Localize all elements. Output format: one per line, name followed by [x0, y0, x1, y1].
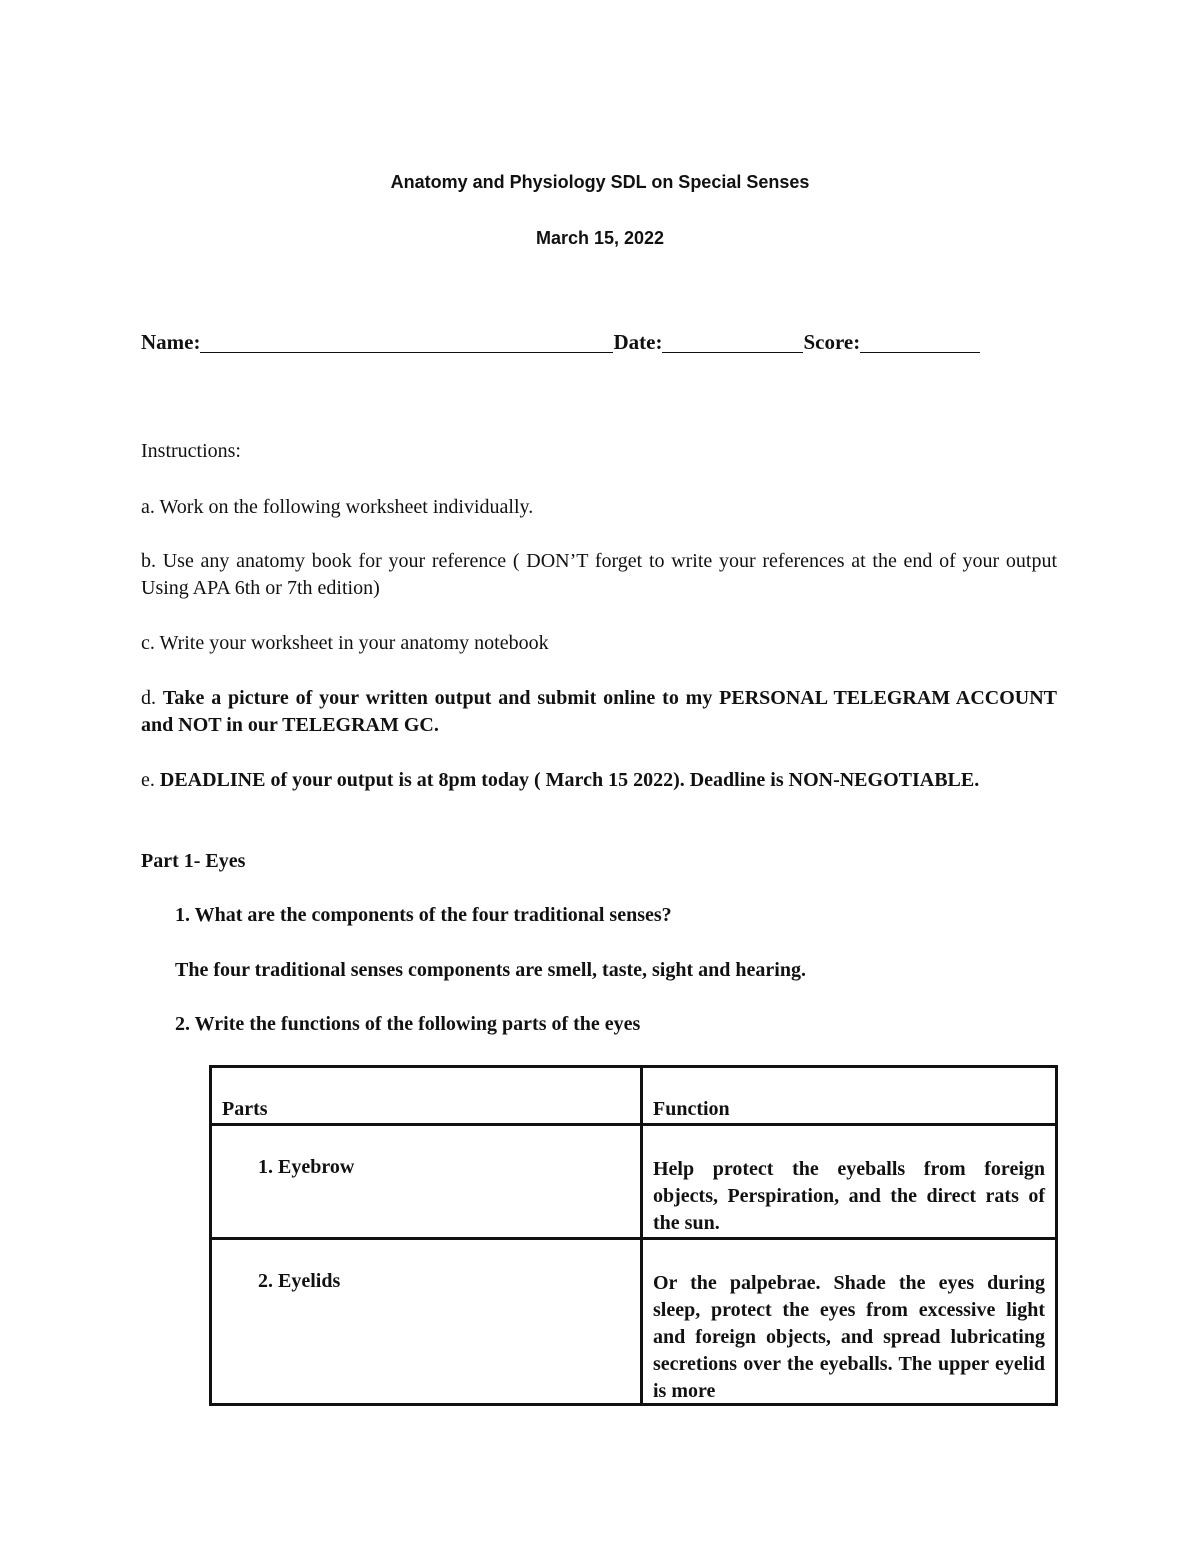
name-blank — [200, 330, 613, 353]
question-1: 1. What are the components of the four traditional senses? — [175, 904, 672, 926]
score-blank — [860, 330, 980, 353]
instruction-c: c. Write your worksheet in your anatomy notebook — [141, 632, 549, 654]
instruction-d-text: Take a picture of your written output and submit online to my PERSONAL TELEGRAM ACCOUNT and NOT in our TELEGRAM GC. — [141, 687, 1058, 736]
table-header-row — [211, 1067, 1057, 1125]
instructions-heading: Instructions: — [141, 440, 241, 462]
student-info-row — [141, 330, 980, 355]
date-label: Date: — [613, 330, 663, 354]
header-parts: Parts — [211, 1067, 642, 1125]
part-name: 1. Eyebrow — [258, 1156, 355, 1178]
instruction-d-prefix: d. — [141, 687, 156, 709]
name-label: Name: — [141, 330, 201, 354]
part1-heading: Part 1- Eyes — [141, 850, 246, 872]
instruction-a: a. Work on the following worksheet individually. — [141, 496, 534, 518]
header-function: Function — [642, 1067, 1057, 1125]
document-title: Anatomy and Physiology SDL on Special Senses — [390, 172, 810, 192]
part-function: Help protect the eyeballs from foreign objects, Perspiration, and the direct rats of the sun. — [653, 1158, 1045, 1234]
document-date: March 15, 2022 — [535, 228, 665, 248]
part-name: 2. Eyelids — [258, 1270, 341, 1292]
question-2: 2. Write the functions of the following parts of the eyes — [175, 1013, 641, 1035]
table-row — [211, 1125, 1057, 1239]
part-function: Or the palpebrae. Shade the eyes during sleep, protect the eyes from excessive light and foreign objects, and spread lubricating secretions over the eyeballs. The upper eyelid is more — [653, 1272, 1045, 1402]
date-blank — [662, 330, 803, 353]
instruction-e — [141, 767, 1057, 794]
score-label: Score: — [803, 330, 861, 354]
instruction-e-prefix: e. — [141, 769, 155, 791]
answer-1: The four traditional senses components are smell, taste, sight and hearing. — [175, 959, 806, 981]
instruction-d — [141, 685, 1057, 739]
table-row — [211, 1239, 1057, 1405]
instruction-e-text: DEADLINE of your output is at 8pm today ( March 15 2022). Deadline is NON-NEGOTIABLE. — [159, 769, 980, 791]
eye-parts-table — [209, 1065, 1058, 1406]
instruction-b: b. Use any anatomy book for your reference ( DON’T forget to write your references at the end of your output Using APA 6th or 7th edition) — [141, 550, 1057, 599]
